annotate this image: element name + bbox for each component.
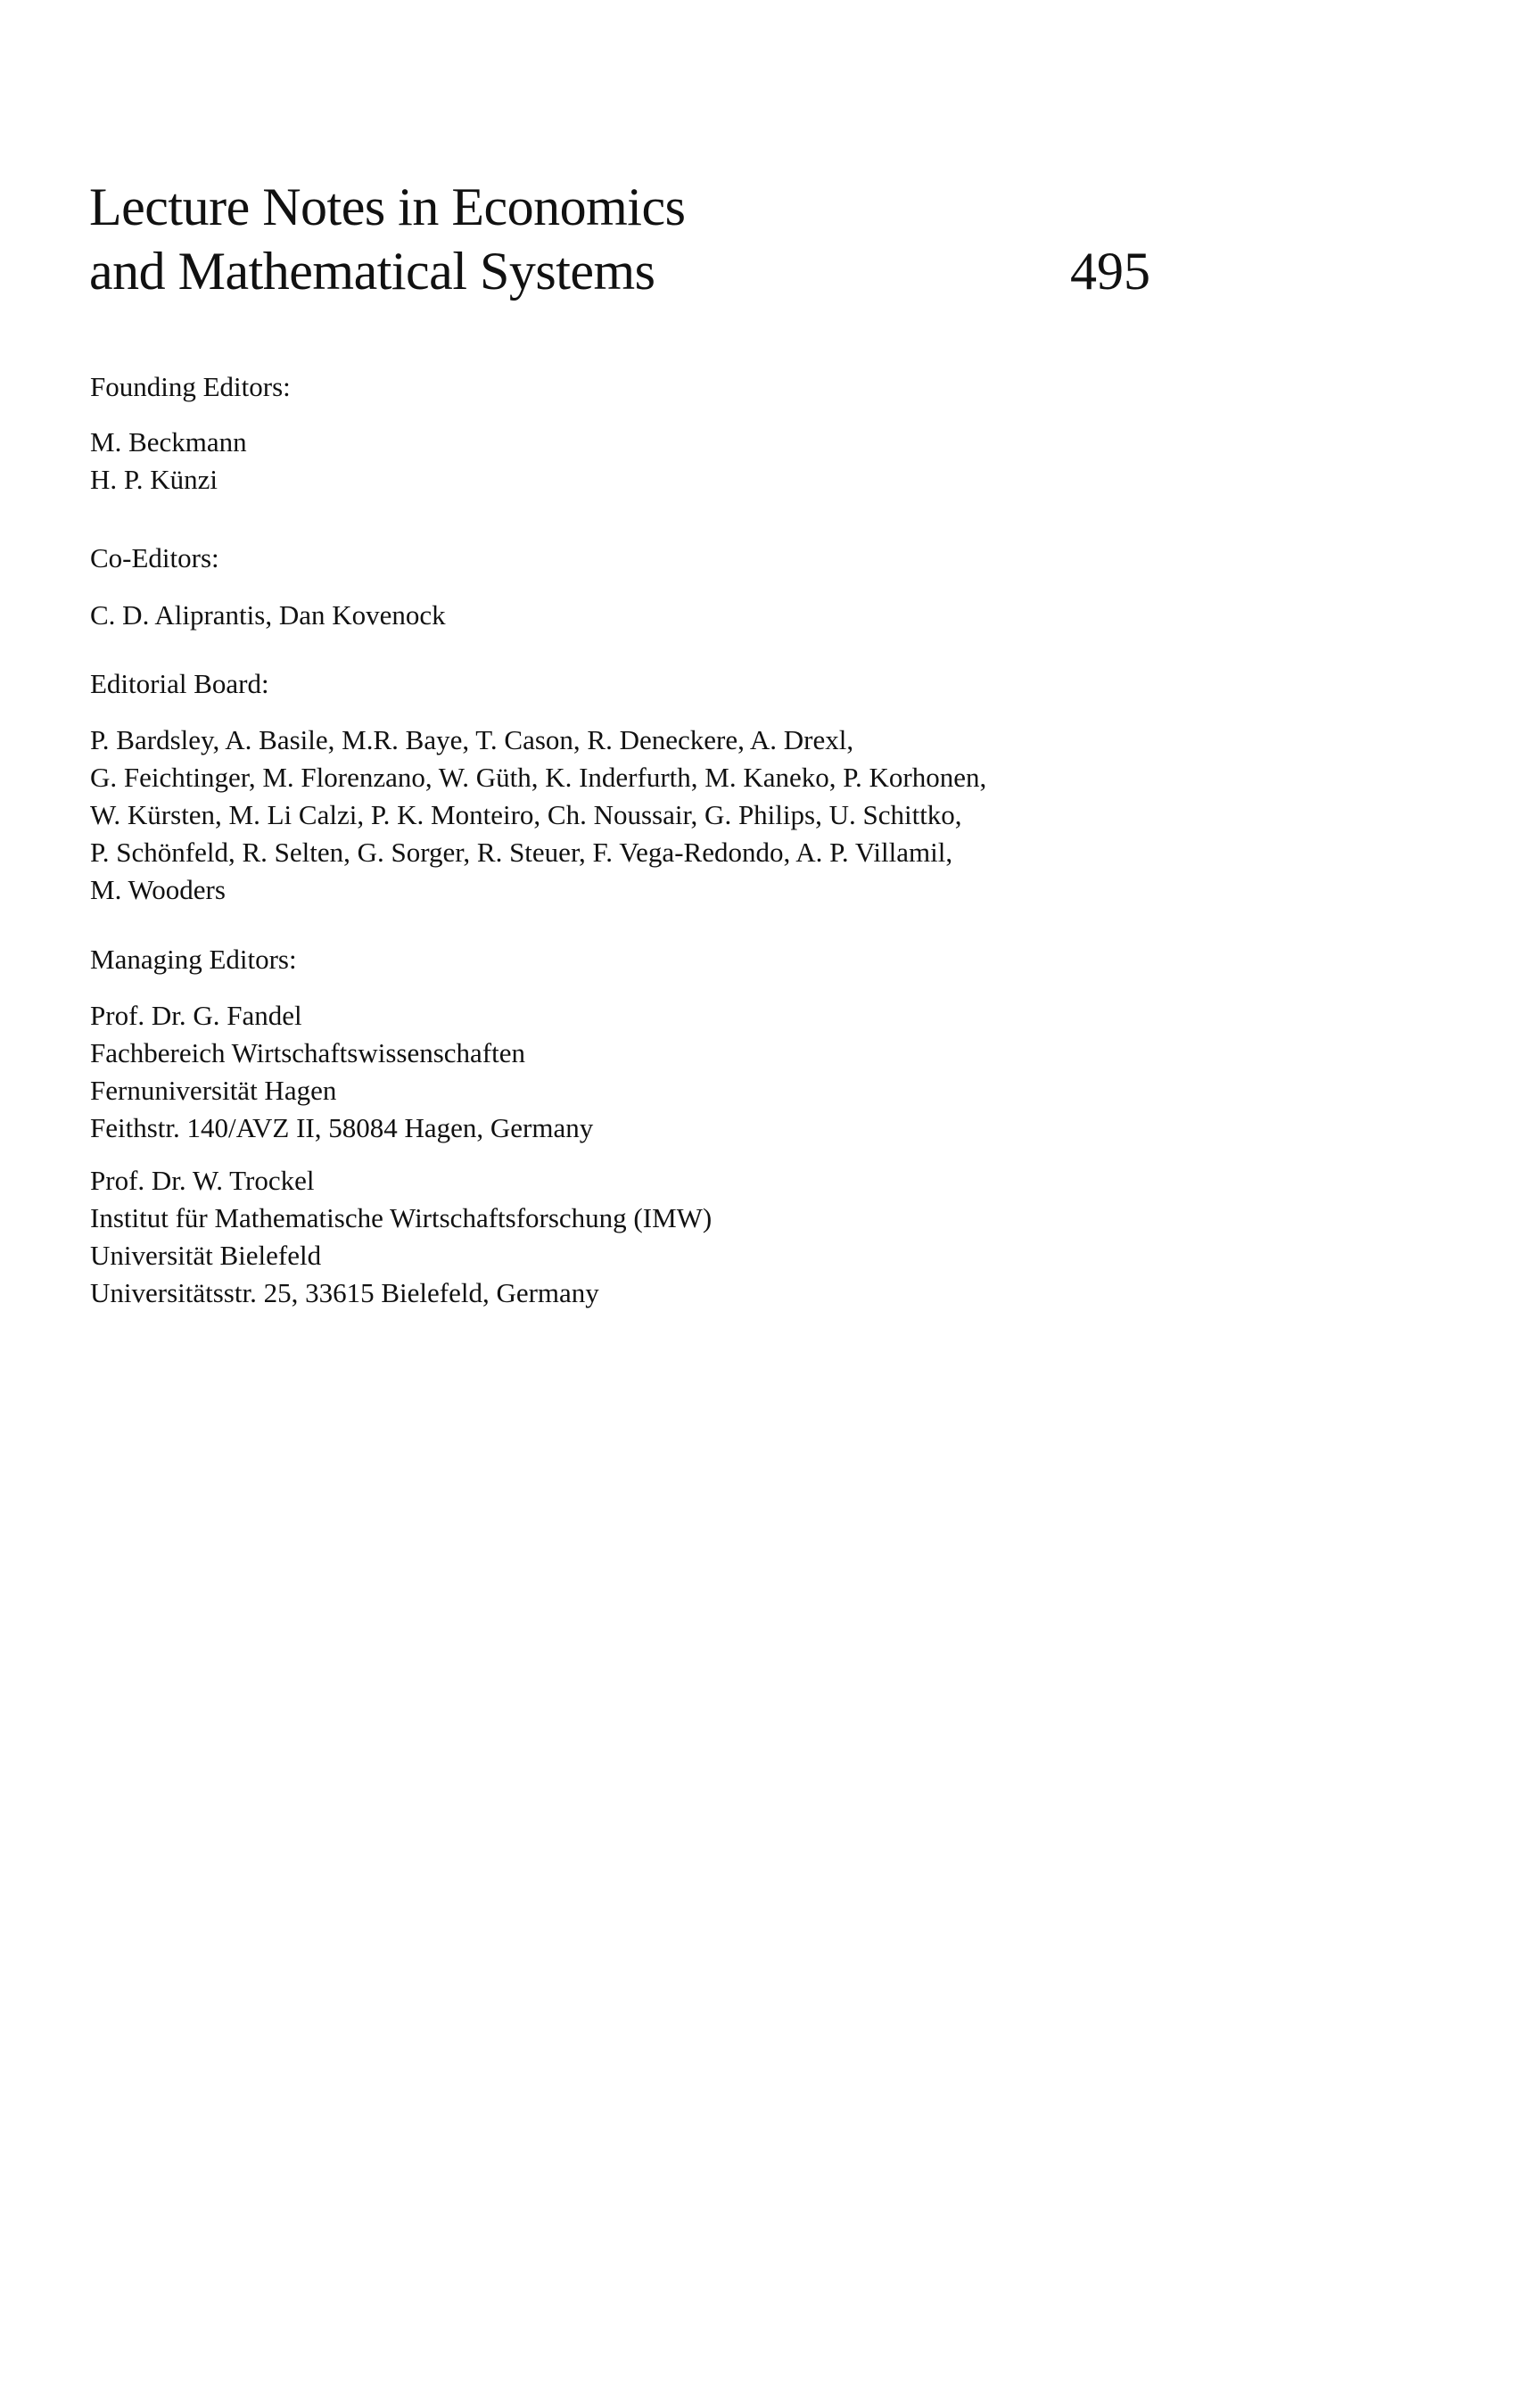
editorial-board-line: M. Wooders xyxy=(90,874,226,905)
editorial-board-line: W. Kürsten, M. Li Calzi, P. K. Monteiro, Ch. Noussair, G. Philips, U. Schittko, xyxy=(90,799,962,830)
managing-editor-address-1 xyxy=(90,997,712,1147)
editorial-board-heading: Editorial Board: xyxy=(90,668,269,699)
editorial-board-line: G. Feichtinger, M. Florenzano, W. Güth, K. Inderfurth, M. Kaneko, P. Korhonen, xyxy=(90,762,987,793)
address-line: Feithstr. 140/AVZ II, 58084 Hagen, Germany xyxy=(90,1112,594,1143)
founding-editor-name: H. P. Künzi xyxy=(90,464,218,495)
series-title-line-1: Lecture Notes in Economics xyxy=(89,177,686,236)
series-title-line-2: and Mathematical Systems xyxy=(89,242,655,301)
co-editors-heading: Co-Editors: xyxy=(90,542,219,573)
address-line: Universität Bielefeld xyxy=(90,1240,322,1271)
co-editors-section xyxy=(90,540,446,634)
address-line: Universitätsstr. 25, 33615 Bielefeld, Germany xyxy=(90,1277,599,1308)
address-line: Fachbereich Wirtschaftswissenschaften xyxy=(90,1037,525,1068)
address-line: Institut für Mathematische Wirtschaftsforschung (IMW) xyxy=(90,1202,713,1233)
managing-editors-section xyxy=(90,941,712,1312)
series-title xyxy=(89,175,1159,303)
founding-editor-name: M. Beckmann xyxy=(90,426,247,458)
co-editor-names: C. D. Aliprantis, Dan Kovenock xyxy=(90,599,446,631)
managing-editors-heading: Managing Editors: xyxy=(90,944,297,975)
founding-editors-section xyxy=(90,368,291,499)
address-line: Fernuniversität Hagen xyxy=(90,1075,337,1106)
editorial-board-section xyxy=(90,665,986,909)
managing-editor-address-2 xyxy=(90,1162,712,1312)
address-line: Prof. Dr. W. Trockel xyxy=(90,1165,315,1196)
editorial-board-line: P. Bardsley, A. Basile, M.R. Baye, T. Cason, R. Deneckere, A. Drexl, xyxy=(90,724,854,755)
address-line: Prof. Dr. G. Fandel xyxy=(90,1000,302,1031)
volume-number: 495 xyxy=(1070,242,1150,301)
editorial-board-line: P. Schönfeld, R. Selten, G. Sorger, R. Steuer, F. Vega-Redondo, A. P. Villamil, xyxy=(90,837,953,868)
founding-editors-heading: Founding Editors: xyxy=(90,371,291,402)
